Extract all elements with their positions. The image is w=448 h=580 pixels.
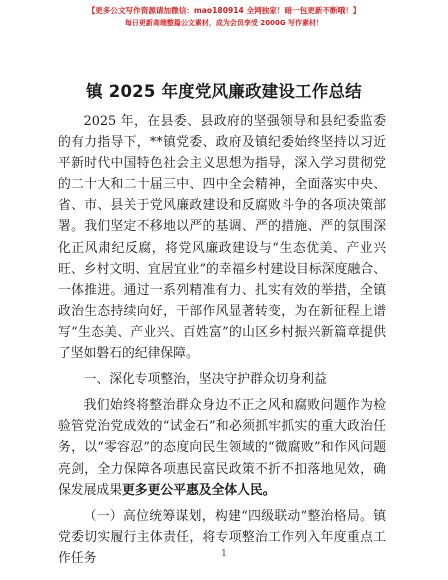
section-1-heading: 一、深化专项整治，坚决守护群众切身利益 bbox=[83, 372, 327, 388]
section-1-paragraph-emphasis: 更多更公平惠及全体人民。 bbox=[121, 482, 276, 498]
page-number: 1 bbox=[221, 549, 227, 559]
promo-line-2: 每日更新高端整篇公文素材，成为会员享受 2000G 写作素材！ bbox=[124, 19, 324, 27]
section-1-paragraph-text: 我们始终将整治群众身边不正之风和腐败问题作为检验管党治党成效的“试金石”和必须抓牢抓实的重大政治任务，以“零容忍”的态度向民生领域的“微腐败”和作风问题亮剑，全力保障各项惠民富民政策不折不扣落地见效，确保发展成果 bbox=[58, 398, 386, 498]
document-title: 镇 2025 年度党风廉政建设工作总结 bbox=[86, 82, 362, 101]
promo-header bbox=[0, 5, 448, 29]
subsection-1-paragraph: （一）高位统筹谋划，构建“四级联动”整治格局。镇党委切实履行主体责任，将专项整治工作列入年度重点工作任务 bbox=[58, 508, 386, 566]
promo-line-1: 【更多公文写作资源请加微信：mao180914 全网独家！暗一包更新不断哦！】 bbox=[87, 6, 361, 15]
document-body bbox=[58, 111, 386, 569]
section-1-paragraph bbox=[58, 395, 386, 500]
intro-paragraph: 2025 年，在县委、县政府的坚强领导和县纪委监委的有力指导下，**镇党委、政府及镇纪委始终坚持以习近平新时代中国特色社会主义思想为指导，深入学习贯彻党的二十大和二十届三中、四中全会精神，全面落实中央、省、市、县关于党风廉政建设和反腐败斗争的各项决策部署。我们坚定不移地以严的基调、严的措施、严的氛围深化正风肃纪反腐，将党风廉政建设与“生态优美、产业兴旺、乡村文明、宜居宜业”的幸福乡村建设目标深度融合、一体推进。通过一系列精准有力、扎实有效的举措，全镇政治生态持续向好，干部作风显著转变，为在新征程上谱写“生态美、产业兴、百姓富”的山区乡村振兴新篇章提供了坚如磐石的纪律保障。 bbox=[58, 114, 386, 362]
